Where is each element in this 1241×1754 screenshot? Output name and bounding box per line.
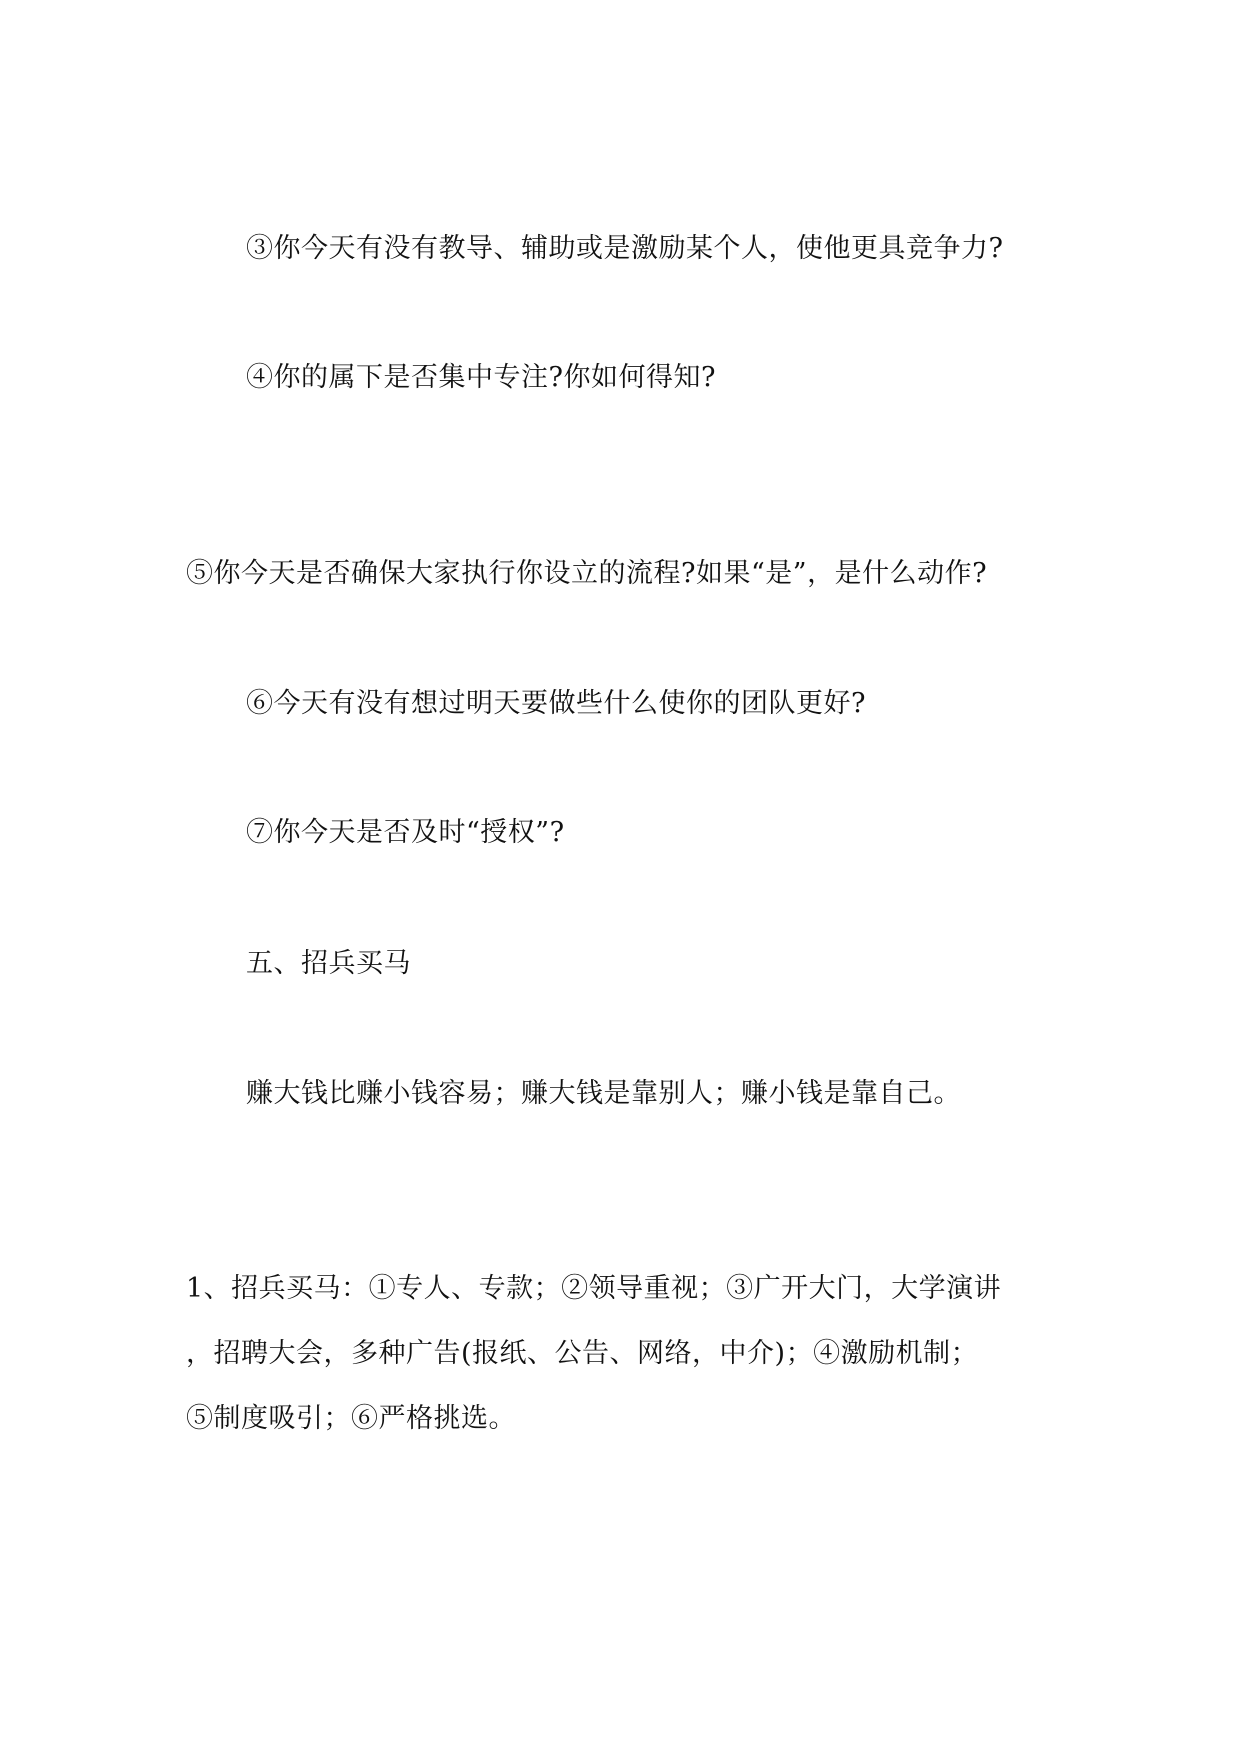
paragraph-money: 赚大钱比赚小钱容易；赚大钱是靠别人；赚小钱是靠自己。 [246,1078,961,1109]
question-6: ⑥今天有没有想过明天要做些什么使你的团队更好? [246,688,866,719]
question-5: ⑤你今天是否确保大家执行你设立的流程?如果“是”，是什么动作? [186,558,988,589]
question-4: ④你的属下是否集中专注?你如何得知? [246,362,716,393]
paragraph-recruit-line-1: 1、招兵买马：①专人、专款；②领导重视；③广开大门，大学演讲 [186,1273,1002,1304]
question-7: ⑦你今天是否及时“授权”? [246,817,565,848]
section-heading: 五、招兵买马 [246,948,411,979]
question-3: ③你今天有没有教导、辅助或是激励某个人，使他更具竞争力? [246,233,1004,264]
paragraph-recruit-line-2: ，招聘大会，多种广告(报纸、公告、网络，中介)；④激励机制； [186,1338,979,1369]
paragraph-recruit-line-3: ⑤制度吸引；⑥严格挑选。 [186,1403,516,1434]
